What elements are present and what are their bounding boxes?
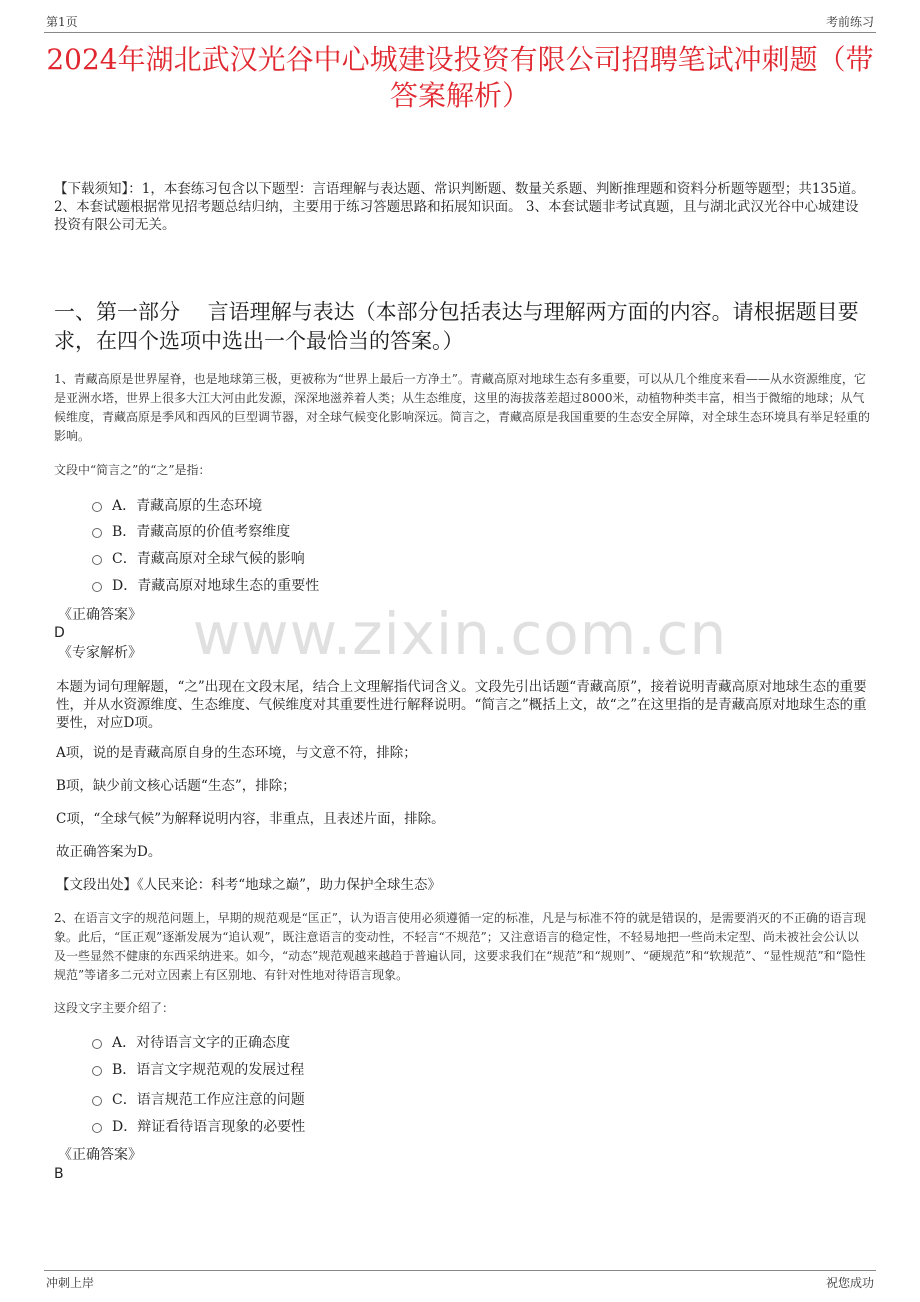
question-1-option-c[interactable]: C．青藏高原对全球气候的影响 [92,549,305,569]
question-1-prompt: 文段中“简言之”的“之”是指： [54,463,211,477]
question-1-analysis: 本题为词句理解题，“之”出现在文段末尾，结合上文理解指代词含义。文段先引出话题“青藏高原”，接着说明青藏高原对地球生态的重要性，并从水资源维度、生态维度、气候维度对其重要性进行解释说明。“简言之”概括上文，故“之”在这里指的是青藏高原对地球生态的重要性，对应D项。 [56,679,867,731]
download-note: 【下载须知】：1，本套练习包含以下题型：言语理解与表达题、常识判断题、数量关系题、判断推理题和资料分析题等题型；共135道。 2、本套试题根据常见招考题总结归纳，主要用于练习答题思路和拓展知识面。 3、本套试题非考试真题，且与湖北武汉光谷中心城建设投资有限公司无关。 [54,181,865,233]
question-1-option-a[interactable]: A．青藏高原的生态环境 [92,496,262,516]
footer-left-text: 冲刺上岸 [46,1276,95,1290]
expert-analysis-label: 《专家解析》 [58,645,142,661]
radio-icon[interactable] [92,582,102,592]
question-1-source: 【文段出处】《人民来论：科考“地球之巅”，助力保护全球生态》 [56,877,442,893]
radio-icon[interactable] [92,528,102,538]
radio-icon[interactable] [92,1066,102,1076]
document-title: 2024年湖北武汉光谷中心城建设投资有限公司招聘笔试冲刺题（带答案解析） [46,43,874,112]
question-2-answer: B [54,1166,64,1182]
question-2-prompt: 这段文字主要介绍了： [54,1001,175,1015]
question-1-answer: D [54,625,65,641]
page-header [44,10,876,33]
question-2-text: 2、在语言文字的规范问题上，早期的规范观是“匡正”，认为语言使用必须遵循一定的标准，凡是与标准不符的就是错误的，是需要消灭的不正确的语言现象。此后，“匡正观”逐渐发展为“追认观”，既注意语言的变动性，不轻言“不规范”；又注意语言的稳定性，不轻易地把一些尚未定型、尚未被社会公认以及一些显然不健康的东西采纳进来。如今，“动态”规范观越来越趋于普遍认同，这要求我们在“规范”和“规则”、“硬规范”和“软规范”、“显性规范”和“隐性规范”等诸多二元对立因素上有区别地、有针对性地对待语言现象。 [54,911,866,982]
question-2-option-a[interactable]: A．对待语言文字的正确态度 [92,1033,290,1053]
question-1-option-d[interactable]: D．青藏高原对地球生态的重要性 [92,576,319,596]
question-1-analysis-a: A项，说的是青藏高原自身的生态环境，与文意不符，排除； [56,745,417,761]
question-1-conclusion: 故正确答案为D。 [56,844,162,860]
watermark: www.zixin.com.cn [192,600,728,668]
radio-icon[interactable] [92,1123,102,1133]
question-2-option-b[interactable]: B．语言文字规范观的发展过程 [92,1060,304,1080]
radio-icon[interactable] [92,555,102,565]
question-2-option-d[interactable]: D．辩证看待语言现象的必要性 [92,1117,305,1137]
radio-icon[interactable] [92,1039,102,1049]
footer-right-text: 祝您成功 [825,1276,874,1290]
radio-icon[interactable] [92,502,102,512]
question-1-analysis-b: B项，缺少前文核心话题“生态”，排除； [56,778,296,794]
correct-answer-label: 《正确答案》 [58,1147,142,1163]
question-1-option-b[interactable]: B．青藏高原的价值考察维度 [92,522,290,542]
correct-answer-label: 《正确答案》 [58,607,142,623]
question-1-analysis-c: C项，“全球气候”为解释说明内容，非重点，且表述片面，排除。 [56,811,445,827]
page-footer [44,1270,876,1295]
question-1-text: 1、青藏高原是世界屋脊，也是地球第三极，更被称为“世界上最后一方净土”。青藏高原对地球生态有多重要，可以从几个维度来看——从水资源维度，它是亚洲水塔，世界上很多大江大河由此发源，深深地滋养着人类；从生态维度，这里的海拔落差超过8000米，动植物种类丰富，相当于微缩的地球；从气候维度，青藏高原是季风和西风的巨型调节器，对全球气候变化影响深远。简言之，青藏高原是我国重要的生态安全屏障，对全球生态环境具有举足轻重的影响。 [54,372,871,443]
page-number: 第1页 [46,15,78,29]
question-2-option-c[interactable]: C．语言规范工作应注意的问题 [92,1090,305,1110]
header-right-label: 考前练习 [825,15,874,29]
radio-icon[interactable] [92,1096,102,1106]
section-title: 一、第一部分 言语理解与表达（本部分包括表达与理解两方面的内容。请根据题目要求，在四个选项中选出一个最恰当的答案。） [54,300,859,353]
